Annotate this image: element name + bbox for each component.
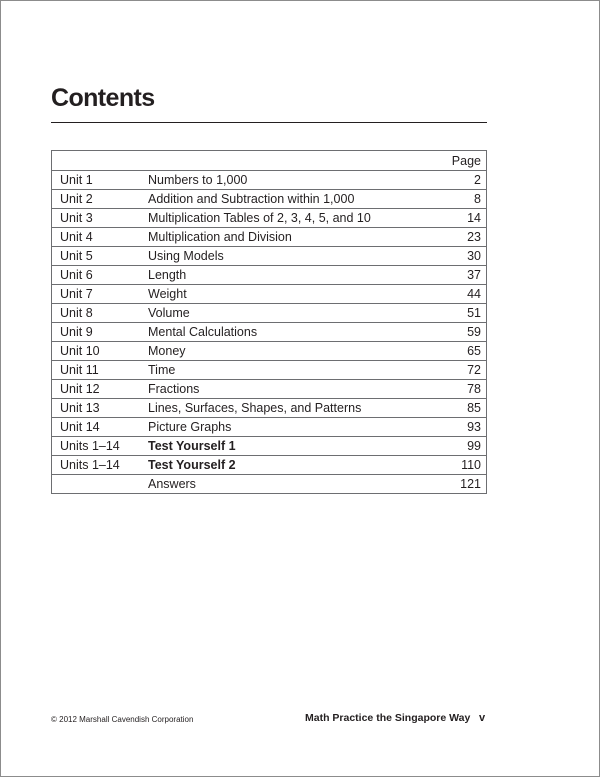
page-cell: 8 <box>433 190 487 209</box>
table-row <box>52 266 487 285</box>
table-row <box>52 247 487 266</box>
unit-cell: Unit 6 <box>52 266 141 285</box>
table-row <box>52 456 487 475</box>
title-cell: Fractions <box>140 380 433 399</box>
unit-cell: Unit 9 <box>52 323 141 342</box>
table-header-row <box>52 151 487 171</box>
contents-table <box>51 150 487 494</box>
unit-cell: Unit 7 <box>52 285 141 304</box>
title-cell: Multiplication and Division <box>140 228 433 247</box>
table-row <box>52 209 487 228</box>
unit-cell: Unit 12 <box>52 380 141 399</box>
table-row <box>52 361 487 380</box>
unit-cell <box>52 475 141 494</box>
table-row <box>52 380 487 399</box>
unit-cell: Unit 10 <box>52 342 141 361</box>
unit-cell: Units 1–14 <box>52 437 141 456</box>
title-cell: Mental Calculations <box>140 323 433 342</box>
page-cell: 2 <box>433 171 487 190</box>
table-row <box>52 399 487 418</box>
page-cell: 78 <box>433 380 487 399</box>
title-cell: Length <box>140 266 433 285</box>
page-cell: 59 <box>433 323 487 342</box>
title-cell: Weight <box>140 285 433 304</box>
page-cell: 23 <box>433 228 487 247</box>
table-row <box>52 304 487 323</box>
unit-cell: Units 1–14 <box>52 456 141 475</box>
title-cell: Lines, Surfaces, Shapes, and Patterns <box>140 399 433 418</box>
title-cell: Answers <box>140 475 433 494</box>
unit-cell: Unit 13 <box>52 399 141 418</box>
table-row <box>52 323 487 342</box>
title-cell: Money <box>140 342 433 361</box>
table-row <box>52 418 487 437</box>
title-cell: Multiplication Tables of 2, 3, 4, 5, and 10 <box>140 209 433 228</box>
table-row <box>52 475 487 494</box>
table-row <box>52 285 487 304</box>
title-cell: Using Models <box>140 247 433 266</box>
unit-cell: Unit 8 <box>52 304 141 323</box>
unit-cell: Unit 3 <box>52 209 141 228</box>
title-cell: Addition and Subtraction within 1,000 <box>140 190 433 209</box>
table-row <box>52 437 487 456</box>
unit-cell: Unit 11 <box>52 361 141 380</box>
page-cell: 72 <box>433 361 487 380</box>
page-cell: 51 <box>433 304 487 323</box>
title-cell: Test Yourself 1 <box>140 437 433 456</box>
title-rule <box>51 122 487 123</box>
title-cell: Numbers to 1,000 <box>140 171 433 190</box>
table-row <box>52 228 487 247</box>
title-cell: Volume <box>140 304 433 323</box>
page-cell: 99 <box>433 437 487 456</box>
page-cell: 30 <box>433 247 487 266</box>
book-title: Math Practice the Singapore Way <box>305 712 471 724</box>
page-cell: 85 <box>433 399 487 418</box>
page-cell: 44 <box>433 285 487 304</box>
table-row <box>52 342 487 361</box>
unit-cell: Unit 2 <box>52 190 141 209</box>
page-cell: 65 <box>433 342 487 361</box>
page-cell: 93 <box>433 418 487 437</box>
page-number: v <box>479 712 486 724</box>
unit-cell: Unit 1 <box>52 171 141 190</box>
page-cell: 14 <box>433 209 487 228</box>
title-cell: Time <box>140 361 433 380</box>
header-title-cell <box>140 151 433 171</box>
unit-cell: Unit 5 <box>52 247 141 266</box>
page-column-header: Page <box>433 151 487 171</box>
header-unit-cell <box>52 151 141 171</box>
page-cell: 121 <box>433 475 487 494</box>
title-cell: Picture Graphs <box>140 418 433 437</box>
unit-cell: Unit 14 <box>52 418 141 437</box>
title-cell: Test Yourself 2 <box>140 456 433 475</box>
copyright-text: © 2012 Marshall Cavendish Corporation <box>51 715 194 724</box>
page-cell: 37 <box>433 266 487 285</box>
unit-cell: Unit 4 <box>52 228 141 247</box>
table-row <box>52 171 487 190</box>
page-cell: 110 <box>433 456 487 475</box>
page-title: Contents <box>51 84 155 112</box>
table-row <box>52 190 487 209</box>
